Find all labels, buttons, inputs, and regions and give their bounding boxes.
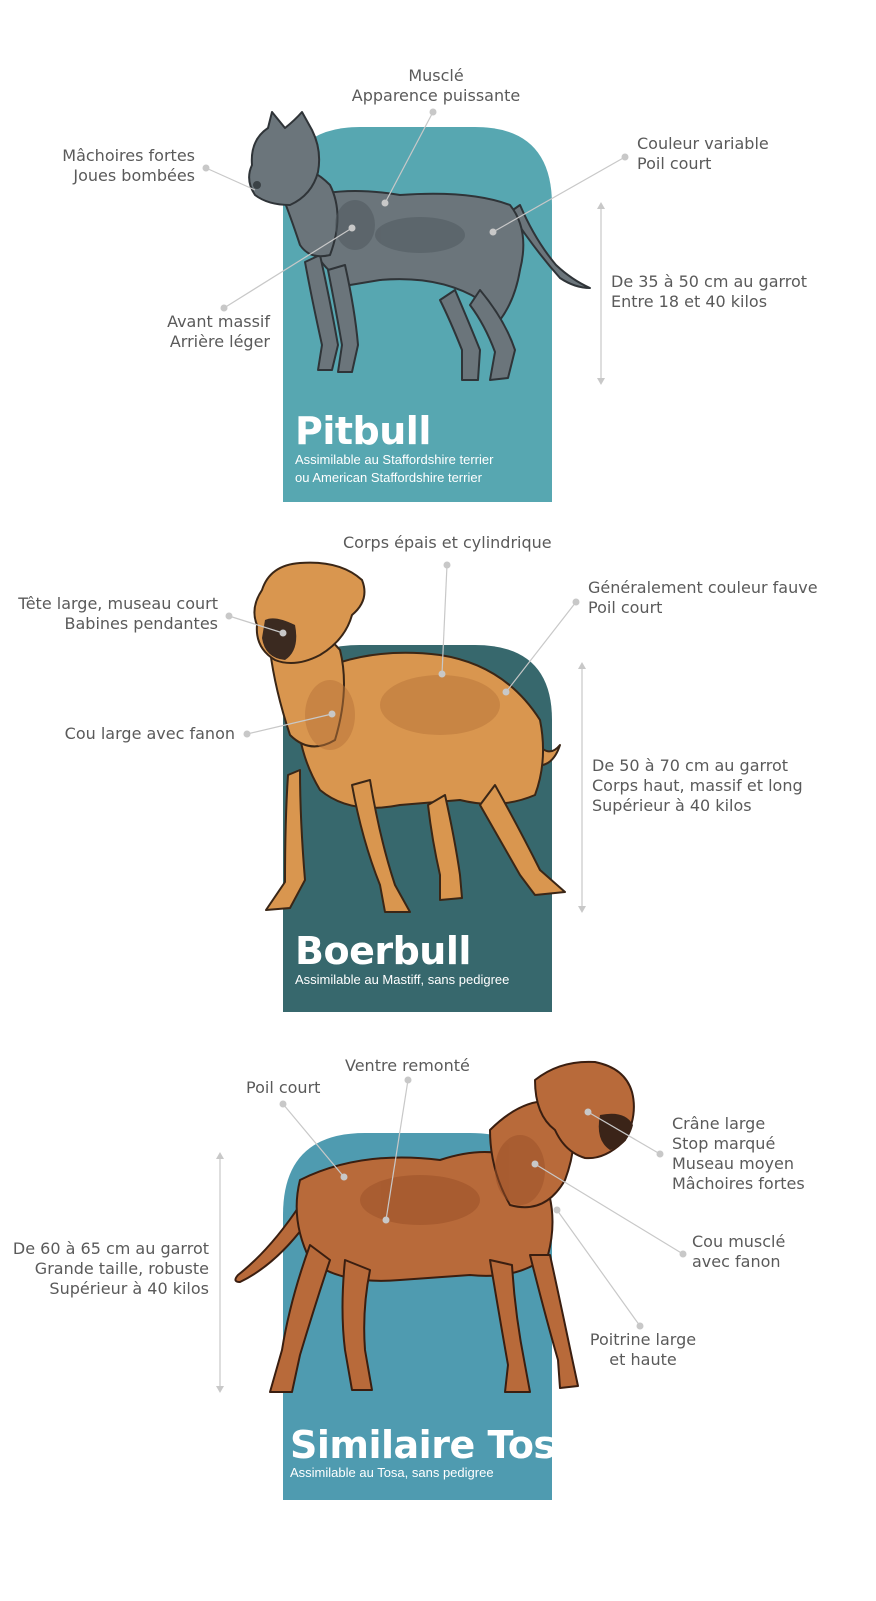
annotation-line: De 50 à 70 cm au garrot <box>592 756 789 775</box>
boerbull-annotation-coat <box>588 578 818 618</box>
annotation-line: De 60 à 65 cm au garrot <box>12 1239 209 1258</box>
annotation-line: Ventre remonté <box>345 1056 470 1075</box>
pitbull-annotation-body <box>167 312 270 352</box>
annotation-line: Poil court <box>246 1078 321 1097</box>
tosa-annotation-coat <box>246 1078 320 1098</box>
annotation-line: Cou large avec fanon <box>64 724 235 743</box>
annotation-line: Corps épais et cylindrique <box>343 533 552 552</box>
tosa-annotation-size <box>13 1239 209 1299</box>
annotation-line: Poil court <box>588 598 663 617</box>
annotation-line: Cou musclé <box>692 1232 786 1251</box>
annotation-line: Crâne large <box>672 1114 766 1133</box>
annotation-line: Supérieur à 40 kilos <box>49 1279 209 1298</box>
annotation-line: Mâchoires fortes <box>62 146 195 165</box>
tosa-subtitle-1: Assimilable au Tosa, sans pedigree <box>290 1465 494 1480</box>
annotation-line: Tête large, museau court <box>18 594 218 613</box>
pitbull-annotation-jaw <box>62 146 195 186</box>
annotation-line: Joues bombées <box>73 166 195 185</box>
annotation-line: Museau moyen <box>672 1154 794 1173</box>
boerbull-annotation-head <box>18 594 218 634</box>
tosa-annotation-neck <box>692 1232 785 1272</box>
boerbull-subtitle-1: Assimilable au Mastiff, sans pedigree <box>295 972 510 987</box>
pitbull-subtitle-2: ou American Staffordshire terrier <box>295 470 482 485</box>
tosa-annotation-head <box>672 1114 805 1194</box>
annotation-line: Couleur variable <box>637 134 769 153</box>
annotation-line: Poitrine large <box>589 1330 697 1349</box>
annotation-line: Stop marqué <box>672 1134 776 1153</box>
boerbull-annotation-neck <box>65 724 235 744</box>
pitbull-title: Pitbull <box>295 409 431 453</box>
pitbull-annotation-top <box>350 66 522 106</box>
annotation-line: Arrière léger <box>169 332 270 351</box>
tosa-title: Similaire Tosa <box>290 1423 581 1467</box>
annotation-line: Poil court <box>637 154 712 173</box>
annotation-line: Avant massif <box>167 312 270 331</box>
annotation-line: Supérieur à 40 kilos <box>592 796 752 815</box>
annotation-line: Apparence puissante <box>351 86 521 105</box>
annotation-line: Musclé <box>408 66 464 85</box>
tosa-annotation-chest <box>589 1330 697 1370</box>
annotation-line: Généralement couleur fauve <box>588 578 818 597</box>
boerbull-annotation-body <box>343 533 552 553</box>
annotation-line: De 35 à 50 cm au garrot <box>611 272 808 291</box>
pitbull-annotation-coat <box>637 134 769 174</box>
tosa-annotation-belly <box>345 1056 470 1076</box>
annotation-line: Corps haut, massif et long <box>592 776 803 795</box>
annotation-line: Entre 18 et 40 kilos <box>611 292 768 311</box>
boerbull-title: Boerbull <box>295 929 471 973</box>
annotation-line: Babines pendantes <box>64 614 218 633</box>
boerbull-section <box>0 520 876 1030</box>
tosa-section <box>0 1030 876 1601</box>
annotation-line: avec fanon <box>692 1252 781 1271</box>
pitbull-subtitle-1: Assimilable au Staffordshire terrier <box>295 452 494 467</box>
boerbull-annotation-size <box>592 756 803 816</box>
pitbull-section <box>0 0 876 520</box>
pitbull-annotation-size <box>611 272 807 312</box>
annotation-line: Grande taille, robuste <box>34 1259 209 1278</box>
annotation-line: et haute <box>609 1350 677 1369</box>
annotation-line: Mâchoires fortes <box>672 1174 805 1193</box>
